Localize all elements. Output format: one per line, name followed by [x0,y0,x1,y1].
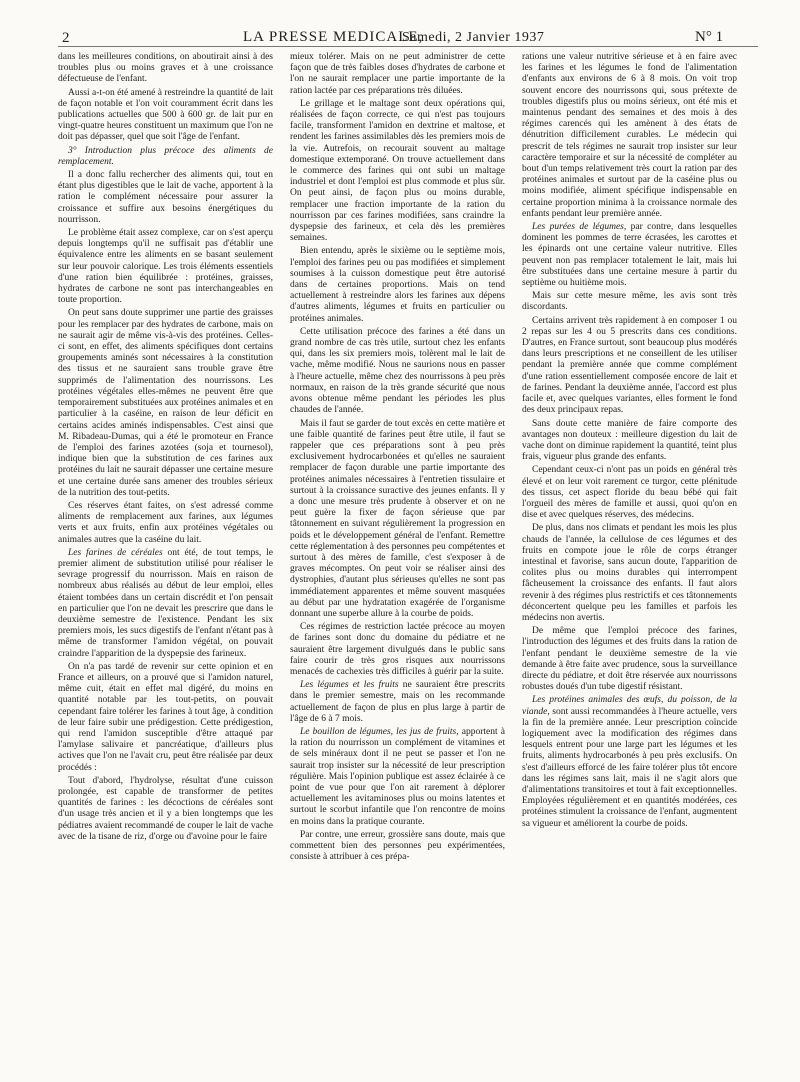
paragraph-text: apportent à la ration du nourrisson un complément de vitamines et de sels minéraux dont il ne peut se passer et l'on ne saurait trop insister sur la nécessité de leur prescription régulière. Mais l'opinion publique est assez éclairée à ce point de vue pour que l'on ait rarement à déplorer actuellement les avitaminoses plus ou moins latentes et surtout le scorbut infantile que l'on rencontre de moins en moins dans la pratique courante. [290,726,506,827]
paragraph-text: De même que l'emploi précoce des farines, l'introduction des légumes et des fruits dans la ration de l'enfant pendant le deuxième semestre de la vie demande à être faite avec prudence, sous la surveillance directe du pédiatre, et doit être réservée aux nourrissons robustes doués d'un tube digestif résistant. [522,626,737,693]
paragraph [522,465,737,521]
paragraph-lead: Le bouillon de légumes, les jus de fruits, [300,726,459,737]
paragraph-lead: Les protéines animales des œufs, du poisson, de la viande, [522,695,737,717]
paragraph-text: Cette utilisation précoce des farines a été dans un grand nombre de cas très utile, surtout chez les enfants qui, dans les six premiers mois, tolèrent mal le lait de vache, même modifié. Nous ne saurions nous en passer à l'heure actuelle, même chez des nourrissons à peu près normaux, en raison de la très grande sécurité que nous avons obtenue même pendant les périodes les plus chaudes de l'année. [290,326,505,416]
issue-number: N° 1 [695,29,724,45]
paragraph-text: Ces régimes de restriction lactée précoce au moyen de farines sont donc du domaine du pédiatre et ne sauraient être largement divulgués dans le public sans faire courir de très gros risques aux nourrissons menacés de cachexies très difficiles à guérir par la suite. [290,622,505,677]
paragraph [58,776,273,843]
paragraph [290,830,505,864]
text-column-1 [58,52,273,845]
paragraph-text: Ces réserves étant faites, on s'est adressé comme aliments de remplacement aux farines, aux légumes verts et aux fruits, enfin aux protéines végétales ou animales autres que la caséine du lait. [58,500,273,545]
paragraph-text: par contre, dans lesquelles dominent les pommes de terre écrasées, les carottes et les épinards ont une certaine valeur nutritive. Elles peuvent non pas remplacer totalement le lait, mais lui être substituées dans une certaine mesure à partir du septième ou huitième mois. [522,222,737,289]
paragraph-text: Le grillage et le maltage sont deux opérations qui, réalisées de façon correcte, ce qui n'est pas toujours facile, transforment l'amidon en dextrine et maltose, et rendent les farines assimilables dès les premiers mois de la vie. Autrefois, on recourait souvent au maltage domestique extemporané. On trouve actuellement dans le commerce des farines qui ont subi un maltage industriel et dont l'emploi est plus commode et plus sûr. On peut ainsi, de façon plus ou moins durable, remplacer une fraction importante de la ration du nourrisson par ces farines modifiées, sans craindre la dyspepsie des farineux, et cela dès les premières semaines. [290,98,505,244]
paragraph [290,99,505,245]
paragraph [522,523,737,624]
paragraph-lead: Tout d'abord, [68,775,131,786]
paragraph [522,316,737,417]
paragraph-text: l'hydrolyse, résultat d'une cuisson prolongée, est capable de transformer de petites quantités de farines : les décoctions de céréales sont d'un usage très ancien et il y a bien longtemps que les pédiatres avaient recommandé de couper le lait de vache avec de la tisane de riz, d'orge ou d'avoine pour le faire [58,775,273,842]
paragraph-text: Il a donc fallu rechercher des aliments qui, tout en étant plus digestibles que le lait de vache, apportent à la ration le complément nécessaire pour assurer la croissance et suffire aux besoins énergétiques du nourrisson. [58,170,273,225]
paragraph [58,228,273,306]
paragraph [290,419,505,621]
page-number: 2 [62,30,70,46]
paragraph-text: Cependant ceux-ci n'ont pas un poids en général très élevé et on leur voit rarement ce turgor, cette plénitude des tissus, cet aspect floride du beau bébé qui fait l'orgueil des mères de famille et aussi, quoi qu'on en dise et avec quelques réserves, des médecins. [522,465,737,521]
paragraph-lead: Les purées de légumes, [532,222,627,233]
paragraph [58,501,273,546]
paragraph [290,727,505,828]
paragraph [290,680,505,725]
paragraph-text: rations une valeur nutritive sérieuse et à en faire avec les farines et les légumes le fond de l'alimentation d'enfants aux environs de 6 à 8 mois. On voit trop souvent encore des nourrissons qui, sous prétexte de troubles digestifs plus ou moins sérieux, ont été mis et maintenus pendant des semaines et des mois à des régimes carencés qui les amènent à des états de dénutrition difficilement curables. Le médecin qui prescrit de tels régimes ne saurait trop insister sur leur caractère temporaire et sur la nécessité de compléter au bout d'un temps relativement très court la ration par des protéines animales et surtout par de la caséine plus ou moins modifiée, aliment spécifique indispensable en certaine proportion minima à la croissance normale des enfants pendant leur première année. [522,52,737,219]
page-header [0,0,800,46]
paragraph-text: Mais il faut se garder de tout excès en cette matière et une faible quantité de farines peut être utile, il faut se rappeler que ces préparations sont à peu près exclusivement hydrocarbonées et qu'elles ne sauraient remplacer de façon durable une partie importante des protéines animales nécessaires à l'entretien tissulaire et surtout à la croissance suractive des jeunes enfants. Il y a donc une mesure très prudente à observer et on ne peut guère la fixer de façon sérieuse que par tâtonnement en suivant régulièrement la progression en poids et le développement général de l'enfant. Remettre cette réglementation à des personnes peu compétentes et surtout à des mères de famille, c'est s'exposer à de graves mécomptes. On peut voir se réaliser ainsi des dystrophies, d'autant plus sérieuses qu'elles ne sont pas immédiatement apparentes et même souvent masquées au début par une hydratation exagérée de l'organisme donnant une superbe allure à la courbe de poids. [290,418,505,619]
paragraph-text: mieux tolérer. Mais on ne peut administrer de cette façon que de très faibles doses d'hydrates de carbone et l'on ne saurait remplacer une partie importante de la ration lactée par ces préparations très diluées. [290,52,505,96]
paragraph [522,419,737,464]
paragraph [522,291,737,313]
paragraph-text: On n'a pas tardé de revenir sur cette opinion et en France et ailleurs, on a prouvé que si l'amidon naturel, même cuit, était en effet mal digéré, du moins en quantité notable par les tout-petits, on pouvait cependant faire tolérer les farines à tout âge, à condition de leur faire subir une prédigestion. Cette prédigestion, qui rend l'amidon susceptible d'être attaqué par l'amylase salivaire et pancréatique, d'ailleurs plus actives que l'on ne l'avait cru, peut être réalisée par deux procédés : [58,661,273,773]
paragraph-text: De plus, dans nos climats et pendant les mois les plus chauds de l'année, la cellulose de ces légumes et des fruits en compote joue le rôle de corps étranger intestinal et favorise, sans aucun doute, l'apparition de colites plus ou moins durables qui interrompent fâcheusement la croissance des enfants. Il faut alors revenir à des régimes plus restrictifs et ces tâtonnements déconcertent quelque peu les familles et parfois les médecins non avertis. [522,523,737,623]
paragraph-text: ne sauraient être prescrits dans le premier semestre, mais on les recommande actuellement de façon de plus en plus large à partir de l'âge de 6 à 7 mois. [290,680,505,724]
paragraph [58,548,273,660]
text-column-3 [522,52,737,832]
paragraph [58,170,273,226]
paragraph-text: Par contre, une erreur, grossière sans doute, mais que commettent bien des personnes peu expérimentées, consiste à attribuer à ces prépa- [290,829,505,863]
text-column-2 [290,52,505,865]
paragraph-text: Le problème était assez complexe, car on s'est aperçu depuis longtemps qu'il ne suffisait pas d'établir une équivalence entre les aliments en se basant seulement sur leur pouvoir calorique. Les trois éléments essentiels d'une ration bien équilibrée : protéines, graisses, hydrates de carbone ne sont pas interchangeables en toute proportion. [58,228,273,306]
paragraph [58,308,273,498]
header-rule [58,46,758,47]
paragraph [522,222,737,289]
paragraph-text: dans les meilleures conditions, on aboutirait ainsi à des troubles plus ou moins graves et à une croissance défectueuse de l'enfant. [58,52,273,85]
paragraph [58,662,273,774]
paragraph-lead: 3° Introduction plus précoce des aliments de remplacement. [58,145,273,167]
paragraph-text: Certains arrivent très rapidement à en composer 1 ou 2 repas sur les 4 ou 5 prescrits dans ces conditions. D'autres, en France surtout, sont beaucoup plus modérés dans leurs prescriptions et ne conseillent de les utiliser pendant la première année que comme complément d'une ration essentiellement composée encore de lait et de farines. Pendant la deuxième année, l'accord est plus facile et, avec quelques variantes, elles forment le fond des deux principaux repas. [522,315,737,416]
paragraph-text: Bien entendu, après le sixième ou le septième mois, l'emploi des farines peu ou pas modifiées et simplement soumises à la cuisson domestique peut être autorisé dans de certaines proportions. Mais on tend actuellement à restreindre alors les farines aux dépens d'autres aliments, légumes et fruits en particulier ou protéines animales. [290,246,505,324]
paragraph-text: Mais sur cette mesure même, les avis sont très discordants. [522,291,737,313]
paragraph-text: sont aussi recommandées à l'heure actuelle, vers la fin de la première année. Leur prescription coïncide logiquement avec la modification des régimes dans lesquels entrent pour une large part les légumes et les fruits, aliments hydrocarbonés à peu près exclusifs. On s'est d'ailleurs efforcé de les faire tolérer plus tôt encore dans les régimes sans lait, mais il ne s'agit alors que d'alimentations transitoires et tout à fait exceptionnelles. Employées régulièrement et en quantités modérées, ces protéines stimulent la croissance de l'enfant, augmentent sa vigueur et améliorent la courbe de poids. [522,706,737,829]
paragraph-text: On peut sans doute supprimer une partie des graisses pour les remplacer par des hydrates de carbone, mais on ne saurait agir de même vis-à-vis des protéines. Celles-ci sont, en effet, des aliments spécifiques dont certains groupements aminés sont nécessaires à la constitution des tissus et ne sauraient sans trouble grave être supprimés de l'alimentation des nourrissons. Les protéines végétales elles-mêmes ne peuvent être que temporairement substituées aux protéines animales et en particulier à la caséine, en raison de leur déficit en certains acides aminés indispensables. C'est ainsi que M. Ribadeau-Dumas, qui a été le promoteur en France de l'emploi des farines azotées (soja et tournesol), indique bien que la substitution de ces farines aux protéines du lait ne saurait dépasser une certaine mesure et une certaine durée sans amener des troubles sérieux de la nutrition des tout-petits. [58,308,273,498]
paragraph-lead: Les farines de céréales [68,547,163,558]
paragraph [522,52,737,220]
paragraph [290,52,505,97]
paragraph [522,626,737,693]
paragraph-text: Sans doute cette manière de faire comporte des avantages non douteux : meilleure digestion du lait de vache dont on diminue rapidement la quantité, teint plus frais, vigueur plus grande des enfants. [522,418,737,463]
paragraph [290,622,505,678]
paragraph [58,88,273,144]
paragraph [522,695,737,829]
issue-date: Samedi, 2 Janvier 1937 [402,30,545,45]
paragraph [290,246,505,324]
paragraph [58,146,273,168]
journal-title: LA PRESSE MEDICALE, [243,29,424,45]
paragraph [58,52,273,86]
paragraph [290,327,505,417]
paragraph-text: ont été, de tout temps, le premier aliment de substitution utilisé pour réaliser le sevrage progressif du nourrisson. Mais en raison de nombreux abus réalisés au début de leur emploi, elles étaient tombées dans un certain discrédit et l'on pensait en particulier que l'on ne devait les prescrire que dans le deuxième semestre de l'existence. Pendant les six premiers mois, les sucs digestifs de l'enfant n'étant pas à même de transformer l'amidon végétal, on pouvait craindre l'apparition de la dyspepsie des farineux. [58,547,273,659]
paragraph-text: Aussi a-t-on été amené à restreindre la quantité de lait de façon notable et l'on voit couramment écrit dans les publications actuelles que 500 à 600 gr. de lait pur en vingt-quatre heures constituent un maximum que l'on ne doit pas dépasser, quel que soit l'âge de l'enfant. [58,87,273,143]
paragraph-lead: Les légumes et les fruits [300,680,399,691]
